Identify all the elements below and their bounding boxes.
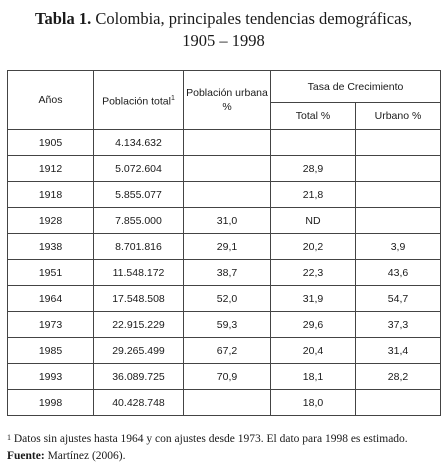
table-row [8,156,441,182]
growth-urban-cell: 3,9 [356,234,441,260]
year-cell: 1905 [8,130,94,156]
growth-urban-cell [356,208,441,234]
growth-total-cell: 22,3 [271,260,356,286]
source-label: Fuente: [7,450,45,462]
header-growth-urban: Urbano % [356,103,441,130]
population-cell: 8.701.816 [94,234,184,260]
urban-percent-cell: 38,7 [184,260,271,286]
growth-total-cell: 20,4 [271,338,356,364]
year-cell: 1998 [8,390,94,416]
growth-total-cell: 21,8 [271,182,356,208]
population-cell: 5.072.604 [94,156,184,182]
growth-urban-cell [356,182,441,208]
header-population-sup: 1 [170,94,175,102]
growth-total-cell: 31,9 [271,286,356,312]
table-row [8,390,441,416]
population-cell: 11.548.172 [94,260,184,286]
table-row [8,208,441,234]
year-cell: 1938 [8,234,94,260]
table-row [8,130,441,156]
year-cell: 1993 [8,364,94,390]
population-cell: 5.855.077 [94,182,184,208]
title-label: Tabla 1. [35,9,92,28]
header-population [94,71,184,130]
header-urban-unit: % [222,101,232,113]
footnote [7,432,447,446]
footnote-text: Datos sin ajustes hasta 1964 y con ajustes desde 1973. El dato para 1998 es estimado. [13,433,408,445]
header-urban-label: Población urbana [186,87,268,99]
demographics-table [7,70,441,416]
year-cell: 1928 [8,208,94,234]
header-years: Años [8,71,94,130]
year-cell: 1951 [8,260,94,286]
growth-urban-cell [356,156,441,182]
urban-percent-cell [184,130,271,156]
title-line-2: 1905 – 1998 [182,31,265,50]
year-cell: 1912 [8,156,94,182]
population-cell: 22.915.229 [94,312,184,338]
header-urban [184,71,271,130]
urban-percent-cell [184,156,271,182]
urban-percent-cell: 70,9 [184,364,271,390]
source-line [7,449,447,463]
table-row [8,364,441,390]
year-cell: 1964 [8,286,94,312]
table-row [8,234,441,260]
urban-percent-cell: 59,3 [184,312,271,338]
table-row [8,312,441,338]
header-growth-group: Tasa de Crecimiento [271,71,441,103]
table-title [0,8,447,52]
year-cell: 1973 [8,312,94,338]
population-cell: 17.548.508 [94,286,184,312]
title-text: Colombia, principales tendencias demográficas, [95,9,412,28]
urban-percent-cell: 29,1 [184,234,271,260]
table-row [8,286,441,312]
header-growth-total: Total % [271,103,356,130]
growth-urban-cell: 54,7 [356,286,441,312]
growth-urban-cell: 43,6 [356,260,441,286]
source-text: Martínez (2006). [47,450,126,462]
growth-total-cell [271,130,356,156]
growth-total-cell: ND [271,208,356,234]
header-population-label: Población total [102,95,171,108]
population-cell: 4.134.632 [94,130,184,156]
growth-urban-cell [356,390,441,416]
table-body [8,130,441,416]
population-cell: 40.428.748 [94,390,184,416]
urban-percent-cell: 31,0 [184,208,271,234]
growth-total-cell: 20,2 [271,234,356,260]
growth-urban-cell: 28,2 [356,364,441,390]
growth-urban-cell: 31,4 [356,338,441,364]
table-row [8,260,441,286]
urban-percent-cell [184,390,271,416]
growth-total-cell: 28,9 [271,156,356,182]
growth-total-cell: 18,0 [271,390,356,416]
population-cell: 7.855.000 [94,208,184,234]
growth-total-cell: 18,1 [271,364,356,390]
growth-urban-cell [356,130,441,156]
table-row [8,338,441,364]
urban-percent-cell: 52,0 [184,286,271,312]
population-cell: 29.265.499 [94,338,184,364]
title-line-1 [0,8,447,30]
year-cell: 1918 [8,182,94,208]
year-cell: 1985 [8,338,94,364]
table-row [8,182,441,208]
growth-total-cell: 29,6 [271,312,356,338]
population-cell: 36.089.725 [94,364,184,390]
urban-percent-cell [184,182,271,208]
urban-percent-cell: 67,2 [184,338,271,364]
growth-urban-cell: 37,3 [356,312,441,338]
footnote-marker: 1 [7,433,11,442]
